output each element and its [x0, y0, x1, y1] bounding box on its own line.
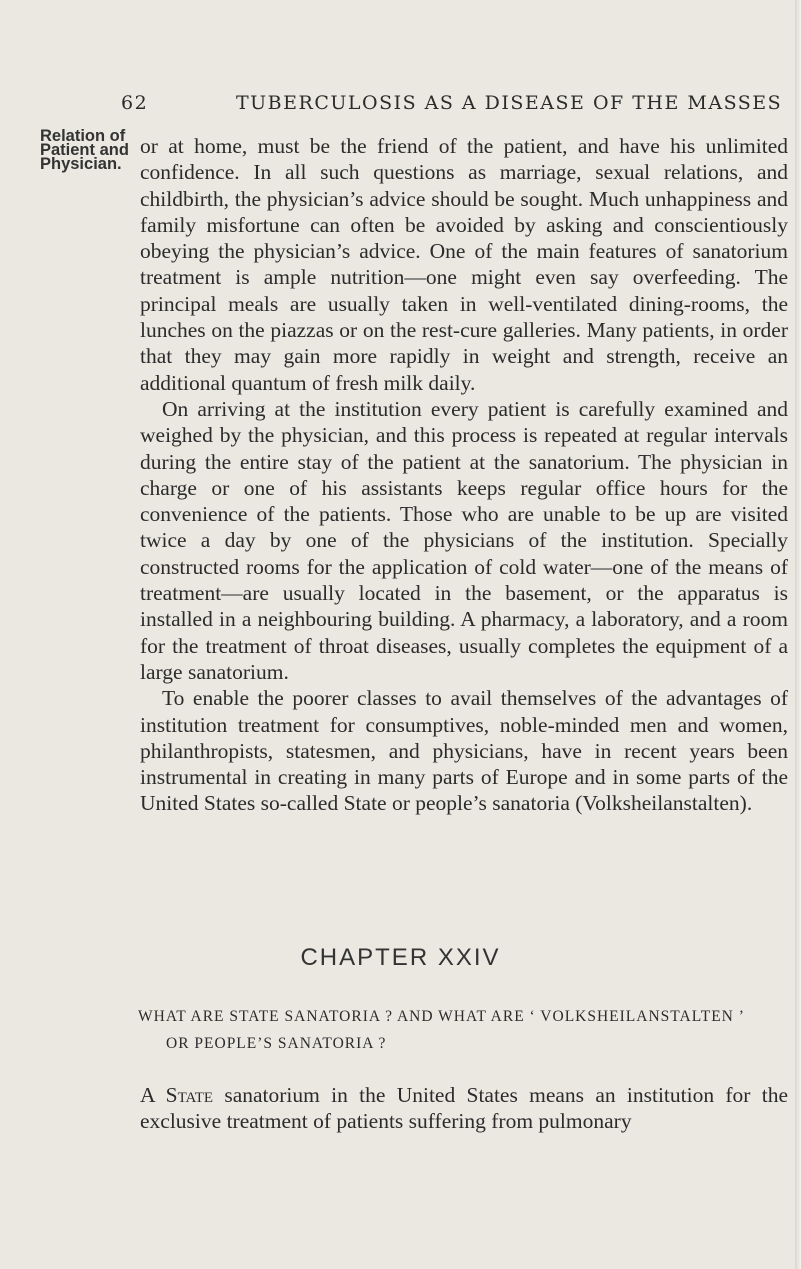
paragraph: On arriving at the institution every patient is carefully examined and weighed by the physician, and this process is repeated at regular intervals during the entire stay of the patient at the sanatorium. The physician in charge or one of his assistants keeps regular office hours for the convenience of the patients. Those who are unable to be up are visited twice a day by one of the physicians of the institution. Specially constructed rooms for the application of cold water—one of the means of treatment—are usually located in the basement, or the apparatus is installed in a neighbouring building. A pharmacy, a laboratory, and a room for the treatment of throat diseases, usually completes the equipment of a large sanatorium. — [140, 396, 788, 684]
chapter-opening-text — [140, 1082, 788, 1134]
margin-note: Relation of Patient and Physician. — [40, 127, 129, 173]
paragraph — [140, 1082, 788, 1134]
opening-words: A State — [140, 1083, 214, 1107]
chapter-subtitle-line: OR PEOPLE’S SANATORIA ? — [166, 1035, 387, 1052]
running-title: TUBERCULOSIS AS A DISEASE OF THE MASSES — [236, 92, 783, 114]
body-text — [140, 133, 788, 817]
chapter-subtitle — [138, 1003, 793, 1057]
opening-rest: sanatorium in the United States means an institution for the exclusive treatment of patients suffering from pulmonary — [140, 1083, 789, 1133]
paragraph: To enable the poorer classes to avail themselves of the advantages of institution treatment for consumptives, noble-minded men and women, philanthropists, statesmen, and physicians, have in recent years been instrumental in creating in many parts of Europe and in some parts of the United States so-called State or people’s sanatoria (Volksheilanstalten). — [140, 686, 788, 816]
chapter-subtitle-line: WHAT ARE STATE SANATORIA ? AND WHAT ARE ‘ VOLKSHEILANSTALTEN ’ — [138, 1008, 745, 1025]
page-edge — [795, 0, 801, 1269]
chapter-heading: CHAPTER XXIV — [300, 944, 501, 971]
paragraph: or at home, must be the friend of the patient, and have his unlimited confidence. In all such questions as marriage, sexual relations, and childbirth, the physician’s advice should be sought. Much unhappiness and family misfortune can often be avoided by asking and conscientiously obeying the physician’s advice. One of the main features of sanatorium treatment is ample nutrition—one might even say overfeeding. The principal meals are usually taken in well-ventilated dining-rooms, the lunches on the piazzas or on the rest-cure galleries. Many patients, in order that they may gain more rapidly in weight and strength, receive an additional quantum of fresh milk daily. — [140, 134, 788, 395]
page-number: 62 — [121, 92, 149, 114]
